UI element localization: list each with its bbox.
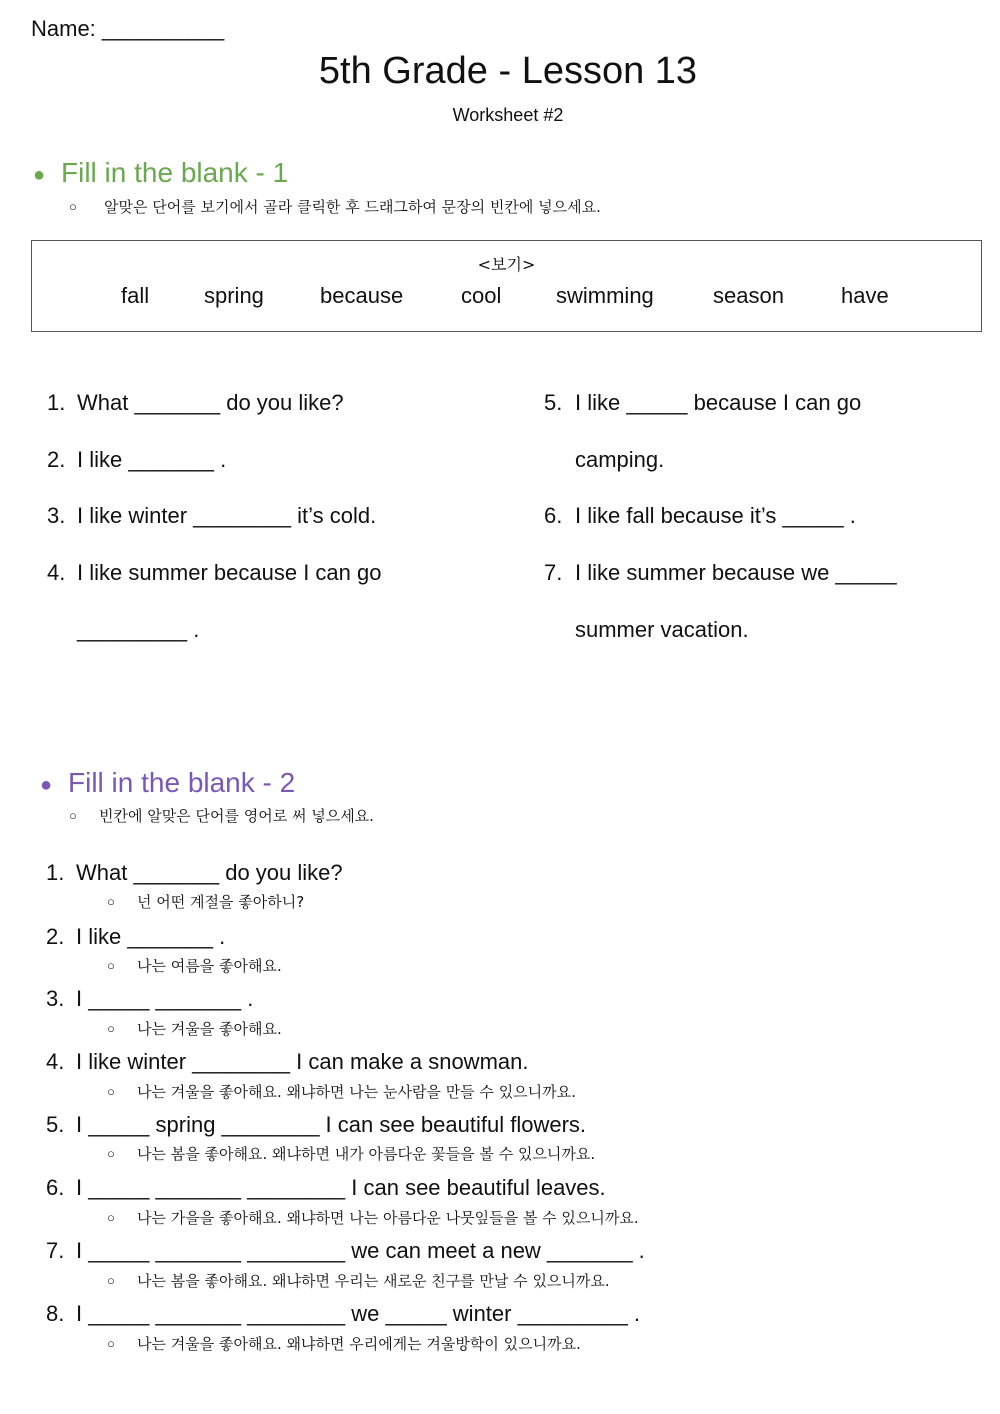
section-2-sub-bullet-icon: ○ [69, 808, 77, 823]
question-text[interactable]: I like winter ________ I can make a snowman. [76, 1049, 529, 1074]
question-hint: 나는 여름을 좋아해요. [137, 957, 282, 975]
word-bank-item[interactable]: cool [461, 283, 502, 308]
word-bank-item[interactable]: fall [121, 283, 150, 308]
question-number: 8. [46, 1301, 65, 1326]
section-2-instruction: 빈칸에 알맞은 단어를 영어로 써 넣으세요. [99, 807, 374, 825]
hint-bullet-icon: ○ [107, 1084, 115, 1099]
question-text[interactable]: I like _______ . [77, 447, 227, 472]
name-field-label: Name: __________ [31, 16, 225, 41]
question-text[interactable]: I like _____ because I can go [575, 390, 862, 415]
section-1-bullet-icon: ● [33, 164, 46, 186]
question-number: 6. [544, 503, 563, 528]
question-text-continued: summer vacation. [575, 617, 749, 642]
hint-bullet-icon: ○ [107, 1210, 115, 1225]
question-text[interactable]: I _____ _______ ________ we _____ winter _________ . [76, 1301, 640, 1326]
question-text-continued: camping. [575, 447, 665, 472]
hint-bullet-icon: ○ [107, 1021, 115, 1036]
question-hint: 나는 겨울을 좋아해요. 왜냐하면 우리에게는 겨울방학이 있으니까요. [137, 1335, 581, 1353]
question-text[interactable]: I like winter ________ it’s cold. [77, 503, 377, 528]
section-2-bullet-icon: ● [40, 774, 53, 796]
question-number: 7. [544, 560, 563, 585]
question-text[interactable]: I _____ _______ . [76, 986, 254, 1011]
section-1-instruction: 알맞은 단어를 보기에서 골라 클릭한 후 드래그하여 문장의 빈칸에 넣으세요. [104, 198, 601, 216]
section-1-title: Fill in the blank - 1 [61, 157, 289, 188]
question-hint: 나는 겨울을 좋아해요. [137, 1020, 282, 1038]
hint-bullet-icon: ○ [107, 1273, 115, 1288]
question-hint: 넌 어떤 계절을 좋아하니? [137, 893, 305, 911]
question-hint: 나는 봄을 좋아해요. 왜냐하면 우리는 새로운 친구를 만날 수 있으니까요. [137, 1272, 610, 1290]
section-2-title: Fill in the blank - 2 [68, 767, 296, 798]
question-number: 4. [47, 560, 66, 585]
question-hint: 나는 봄을 좋아해요. 왜냐하면 내가 아름다운 꽃들을 볼 수 있으니까요. [137, 1145, 596, 1163]
question-number: 1. [47, 390, 66, 415]
word-bank-item[interactable]: swimming [556, 283, 654, 308]
question-hint: 나는 겨울을 좋아해요. 왜냐하면 나는 눈사람을 만들 수 있으니까요. [137, 1083, 576, 1101]
hint-bullet-icon: ○ [107, 1336, 115, 1351]
question-number: 5. [544, 390, 563, 415]
question-number: 7. [46, 1238, 65, 1263]
question-hint: 나는 가을을 좋아해요. 왜냐하면 나는 아름다운 나뭇잎들을 볼 수 있으니까요. [137, 1209, 639, 1227]
question-text[interactable]: I like summer because I can go [77, 560, 382, 585]
question-number: 5. [46, 1112, 65, 1137]
section-1-sub-bullet-icon: ○ [69, 199, 77, 214]
hint-bullet-icon: ○ [107, 894, 115, 909]
page-title: 5th Grade - Lesson 13 [318, 50, 698, 92]
question-text[interactable]: I like _______ . [76, 924, 226, 949]
question-text[interactable]: I _____ _______ ________ we can meet a new _______ . [76, 1238, 645, 1263]
question-number: 6. [46, 1175, 65, 1200]
question-text[interactable]: I like fall because it’s _____ . [575, 503, 856, 528]
word-bank-item[interactable]: because [320, 283, 404, 308]
hint-bullet-icon: ○ [107, 1146, 115, 1161]
word-bank-item[interactable]: season [713, 283, 784, 308]
question-text[interactable]: I like summer because we _____ [575, 560, 897, 585]
word-bank-item[interactable]: spring [204, 283, 264, 308]
question-number: 1. [46, 860, 65, 885]
word-bank-label: <보기> [477, 255, 536, 274]
question-number: 4. [46, 1049, 65, 1074]
hint-bullet-icon: ○ [107, 958, 115, 973]
word-bank-box [31, 240, 982, 332]
question-text[interactable]: I _____ _______ ________ I can see beautiful leaves. [76, 1175, 606, 1200]
word-bank-item[interactable]: have [841, 283, 889, 308]
question-number: 3. [46, 986, 65, 1011]
question-text-continued[interactable]: _________ . [77, 617, 200, 642]
question-text[interactable]: I _____ spring ________ I can see beautiful flowers. [76, 1112, 587, 1137]
page-subtitle: Worksheet #2 [452, 105, 564, 125]
question-number: 2. [46, 924, 65, 949]
question-text[interactable]: What _______ do you like? [76, 860, 343, 885]
question-number: 2. [47, 447, 66, 472]
question-text[interactable]: What _______ do you like? [77, 390, 344, 415]
question-number: 3. [47, 503, 66, 528]
